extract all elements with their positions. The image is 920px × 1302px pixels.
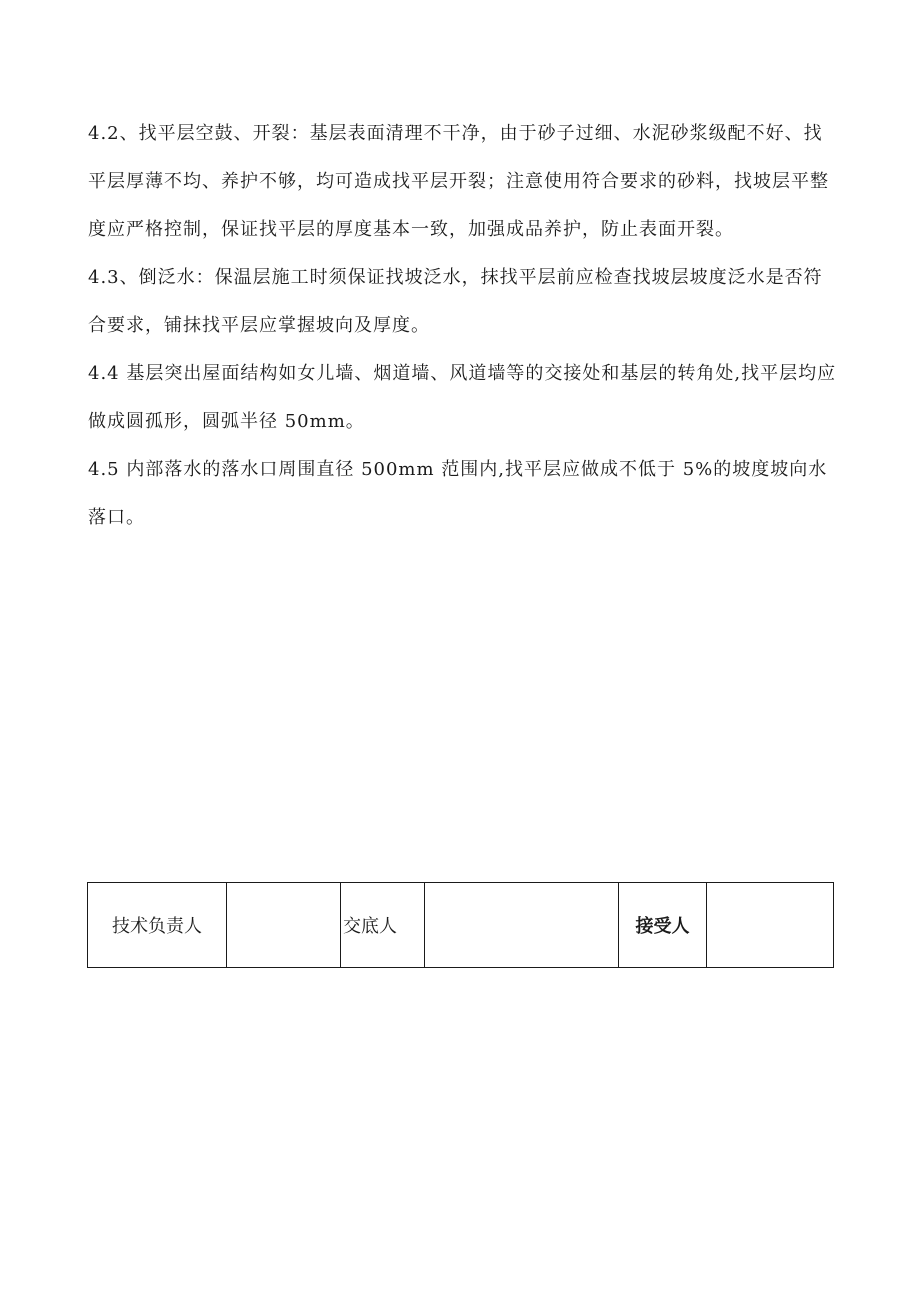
paragraph-4-2: 4.2、找平层空鼓、开裂：基层表面清理不干净，由于砂子过细、水泥砂浆级配不好、找平层厚薄不均、养护不够，均可造成找平层开裂；注意使用符合要求的砂料，找坡层平整度应严格控制，保证找平层的厚度基本一致，加强成品养护，防止表面开裂。 xyxy=(88,123,829,240)
tech-lead-label: 技术负责人 xyxy=(88,883,227,968)
signature-table xyxy=(87,882,834,968)
paragraph-4-3: 4.3、倒泛水：保温层施工时须保证找坡泛水，抹找平层前应检查找坡层坡度泛水是否符合要求，铺抹找平层应掌握坡向及厚度。 xyxy=(88,267,823,336)
tech-lead-value-cell xyxy=(227,883,341,968)
discloser-value-cell xyxy=(425,883,619,968)
paragraph-4-4: 4.4 基层突出屋面结构如女儿墙、烟道墙、风道墙等的交接处和基层的转角处,找平层均应做成圆孤形，圆弧半径 50mm。 xyxy=(88,363,837,432)
receiver-value-cell xyxy=(707,883,834,968)
signature-row xyxy=(88,883,834,968)
paragraph-4-5: 4.5 内部落水的落水口周围直径 500mm 范围内,找平层应做成不低于 5%的坡度坡向水落口。 xyxy=(88,459,828,528)
receiver-label: 接受人 xyxy=(619,883,707,968)
discloser-label: 交底人 xyxy=(341,883,425,968)
